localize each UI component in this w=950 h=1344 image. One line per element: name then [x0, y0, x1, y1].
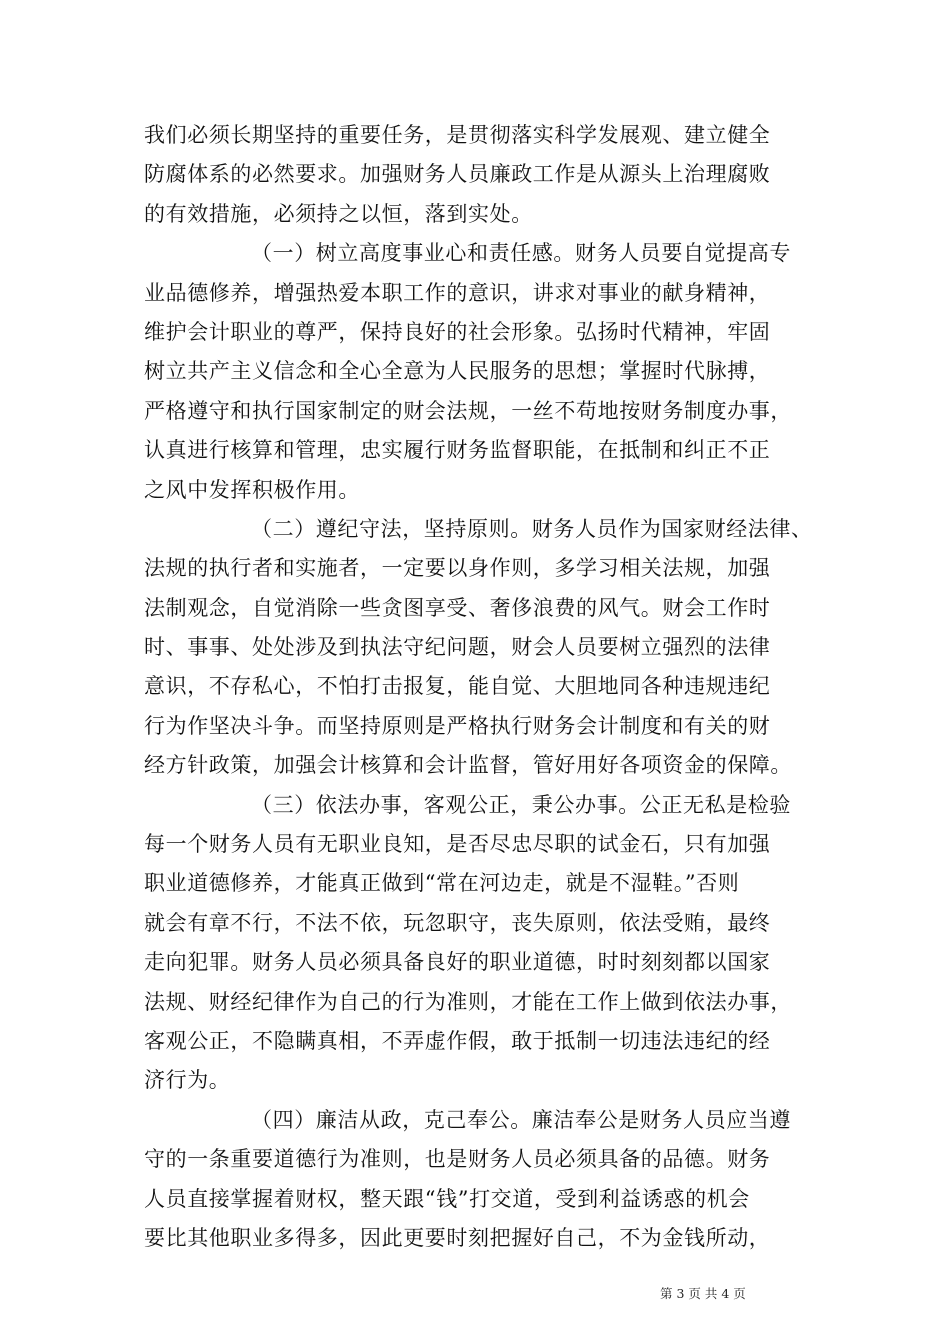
- text-line: 职业道德修养，才能真正做到“常在河边走，就是不湿鞋。”否则: [144, 871, 740, 896]
- text-line: 每一个财务人员有无职业良知，是否尽忠尽职的试金石，只有加强: [144, 832, 771, 857]
- text-line: 行为作坚决斗争。而坚持原则是严格执行财务会计制度和有关的财: [144, 713, 771, 738]
- text-line: 要比其他职业多得多，因此更要时刻把握好自己，不为金钱所动，: [144, 1225, 771, 1250]
- text-line: 守的一条重要道德行为准则，也是财务人员必须具备的品德。财务: [144, 1147, 771, 1172]
- document-body: [144, 116, 820, 1258]
- section-heading-line: （二）遵纪守法，坚持原则。财务人员作为国家财经法律、: [251, 516, 813, 541]
- text-line: 树立共产主义信念和全心全意为人民服务的思想；掌握时代脉搏，: [144, 359, 771, 384]
- section-heading-line: （四）廉洁从政，克己奉公。廉洁奉公是财务人员应当遵: [251, 1107, 791, 1132]
- text-line: 业品德修养，增强热爱本职工作的意识，讲求对事业的献身精神，: [144, 280, 771, 305]
- section-heading-line: （一）树立高度事业心和责任感。财务人员要自觉提高专: [251, 241, 791, 266]
- text-line: 防腐体系的必然要求。加强财务人员廉政工作是从源头上治理腐败: [144, 162, 771, 187]
- text-line: 经方针政策，加强会计核算和会计监督，管好用好各项资金的保障。: [144, 753, 792, 778]
- text-line: 人员直接掌握着财权，整天跟“钱”打交道，受到利益诱惑的机会: [144, 1186, 750, 1211]
- page-number-footer: 第 3 页 共 4 页: [660, 1286, 746, 1301]
- section-heading-line: （三）依法办事，客观公正，秉公办事。公正无私是检验: [251, 792, 791, 817]
- text-line: 时、事事、处处涉及到执法守纪问题，财会人员要树立强烈的法律: [144, 635, 771, 660]
- text-line: 严格遵守和执行国家制定的财会法规，一丝不苟地按财务制度办事，: [144, 398, 792, 423]
- text-line: 维护会计职业的尊严，保持良好的社会形象。弘扬时代精神，牢固: [144, 319, 771, 344]
- text-line: 法规的执行者和实施者，一定要以身作则，多学习相关法规，加强: [144, 556, 771, 581]
- text-line: 济行为。: [144, 1068, 231, 1093]
- text-line: 法制观念，自觉消除一些贪图享受、奢侈浪费的风气。财会工作时: [144, 595, 771, 620]
- text-line: 就会有章不行，不法不依，玩忽职守，丧失原则，依法受贿，最终: [144, 910, 771, 935]
- text-line: 我们必须长期坚持的重要任务，是贯彻落实科学发展观、建立健全: [144, 123, 771, 147]
- text-line: 认真进行核算和管理，忠实履行财务监督职能，在抵制和纠正不正: [144, 438, 771, 463]
- text-line: 意识，不存私心，不怕打击报复，能自觉、大胆地同各种违规违纪: [144, 674, 771, 699]
- text-line: 之风中发挥积极作用。: [144, 477, 360, 502]
- text-line: 客观公正，不隐瞒真相，不弄虚作假，敢于抵制一切违法违纪的经: [144, 1028, 771, 1053]
- text-line: 法规、财经纪律作为自己的行为准则，才能在工作上做到依法办事，: [144, 989, 792, 1014]
- text-line: 走向犯罪。财务人员必须具备良好的职业道德，时时刻刻都以国家: [144, 950, 771, 975]
- text-line: 的有效措施，必须持之以恒，落到实处。: [144, 201, 533, 226]
